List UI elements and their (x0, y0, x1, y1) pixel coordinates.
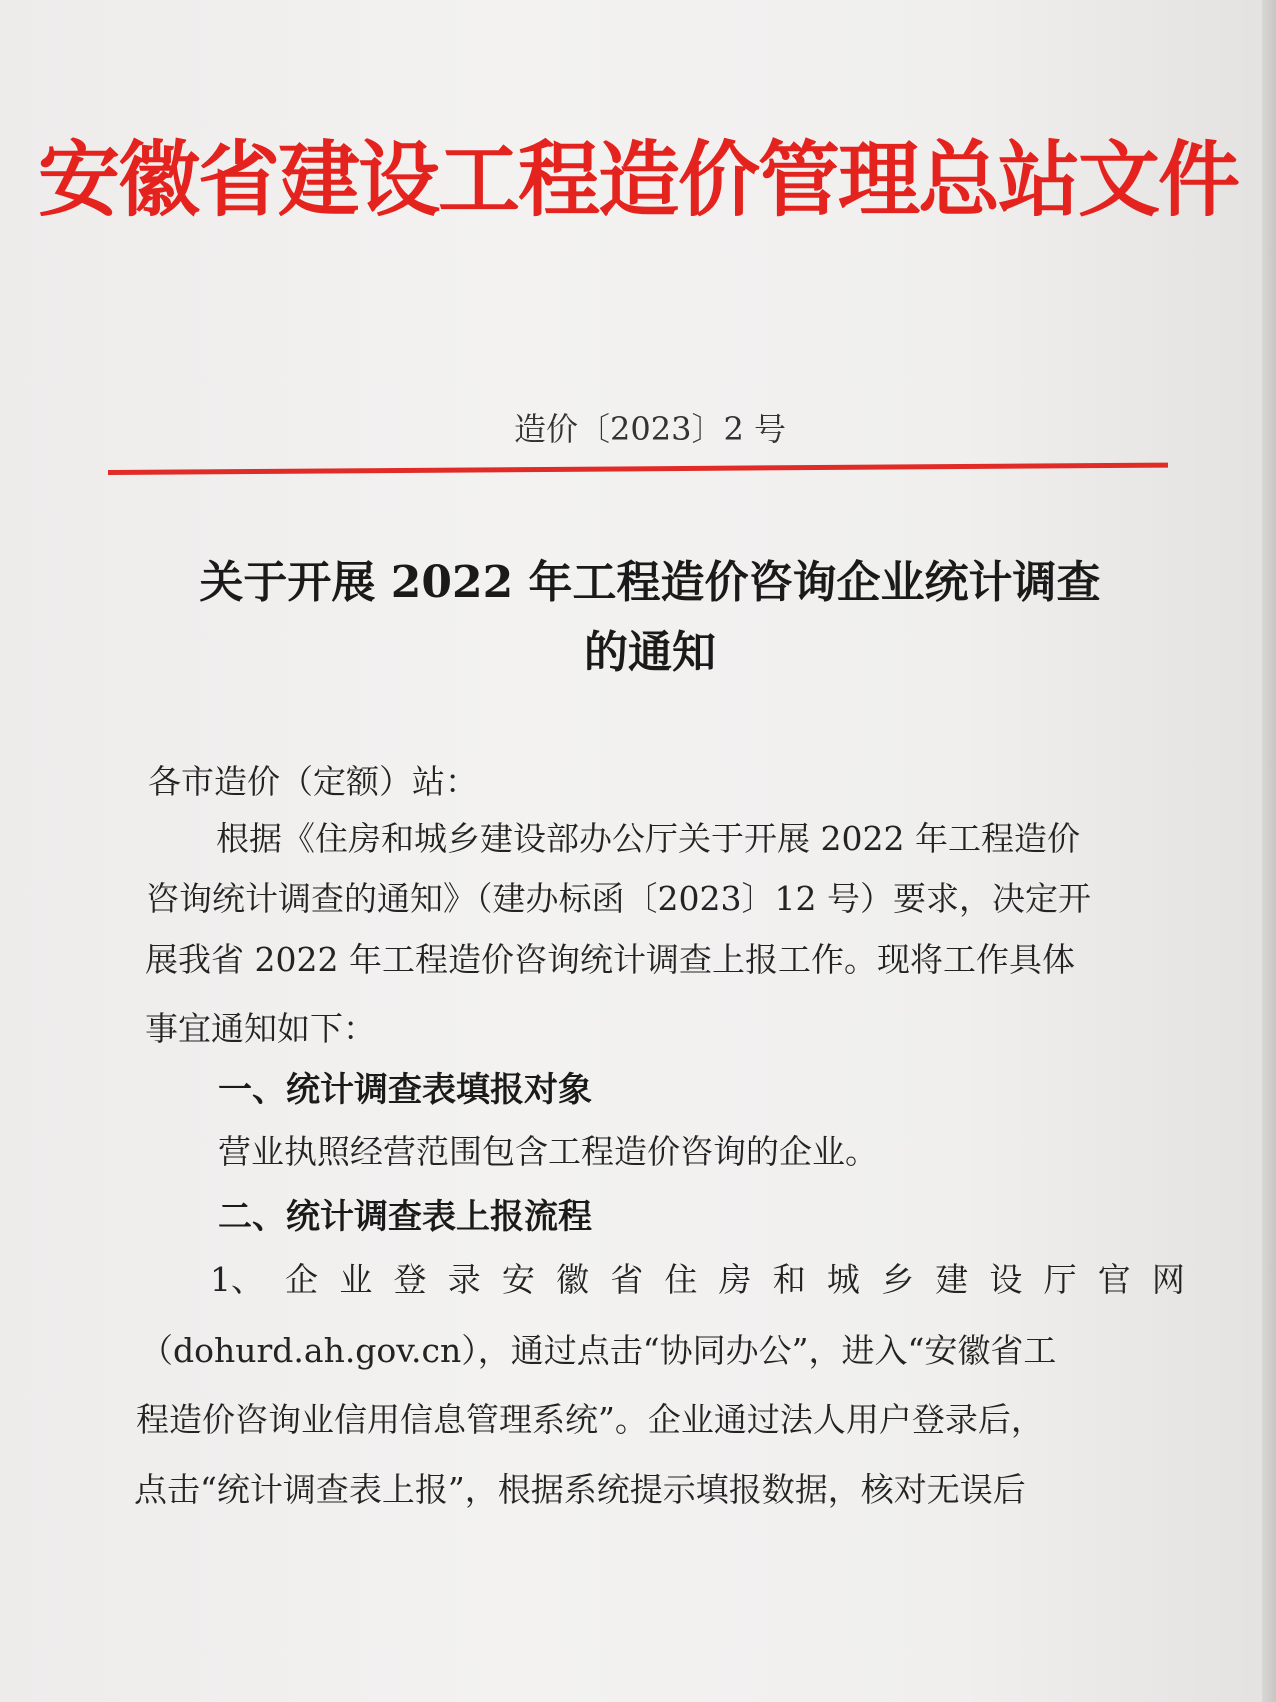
intro-line-4: 事宜通知如下： (145, 1009, 376, 1048)
step-1-char: 乡 (881, 1260, 915, 1299)
step-1-char: 厅 (1043, 1260, 1077, 1299)
step-1-char: 官 (1097, 1260, 1131, 1299)
notice-title-line-2: 的通知 (584, 627, 716, 678)
step-1-line-4: 点击“统计调查表上报”，根据系统提示填报数据，核对无误后 (134, 1470, 1026, 1509)
section-2-heading: 二、统计调查表上报流程 (218, 1197, 592, 1237)
step-1-char: 和 (772, 1260, 806, 1299)
step-1-char: 省 (610, 1260, 644, 1299)
red-divider-line (108, 463, 1168, 475)
section-1-heading: 一、统计调查表填报对象 (218, 1070, 592, 1110)
section-1-text: 营业执照经营范围包含工程造价咨询的企业。 (218, 1132, 878, 1171)
step-1-char: 登 (393, 1260, 427, 1299)
step-1-char: 房 (718, 1260, 752, 1299)
step-1-char: 网 (1151, 1260, 1185, 1299)
document-number: 造价〔2023〕2 号 (514, 410, 786, 448)
step-1-char: 设 (989, 1260, 1023, 1299)
step-1-line-2: （dohurd.ah.gov.cn），通过点击“协同办公”，进入“安徽省工 (140, 1331, 1057, 1370)
step-1-char: 1、 (210, 1260, 264, 1299)
notice-title-line-1: 关于开展 2022 年工程造价咨询企业统计调查 (199, 557, 1101, 608)
step-1-char: 城 (826, 1260, 860, 1299)
step-1-char: 安 (501, 1260, 535, 1299)
page-edge (1262, 0, 1276, 1702)
intro-line-1: 根据《住房和城乡建设部办公厅关于开展 2022 年工程造价 (216, 819, 1080, 858)
step-1-char: 住 (664, 1260, 698, 1299)
step-1-char: 业 (339, 1260, 373, 1299)
step-1-char: 徽 (556, 1260, 590, 1299)
intro-line-2: 咨询统计调查的通知》（建办标函〔2023〕12 号）要求，决定开 (146, 879, 1091, 918)
issuer-header-title: 安徽省建设工程造价管理总站文件 (37, 133, 1238, 228)
intro-line-3: 展我省 2022 年工程造价咨询统计调查上报工作。现将工作具体 (145, 940, 1075, 979)
step-1-line-3: 程造价咨询业信用信息管理系统”。企业通过法人用户登录后， (136, 1400, 1044, 1439)
notice-title (0, 548, 1276, 688)
step-1-char: 录 (447, 1260, 481, 1299)
step-1-char: 企 (285, 1260, 319, 1299)
step-1-line-1 (210, 1260, 1185, 1299)
salutation: 各市造价（定额）站： (148, 762, 478, 801)
step-1-char: 建 (935, 1260, 969, 1299)
